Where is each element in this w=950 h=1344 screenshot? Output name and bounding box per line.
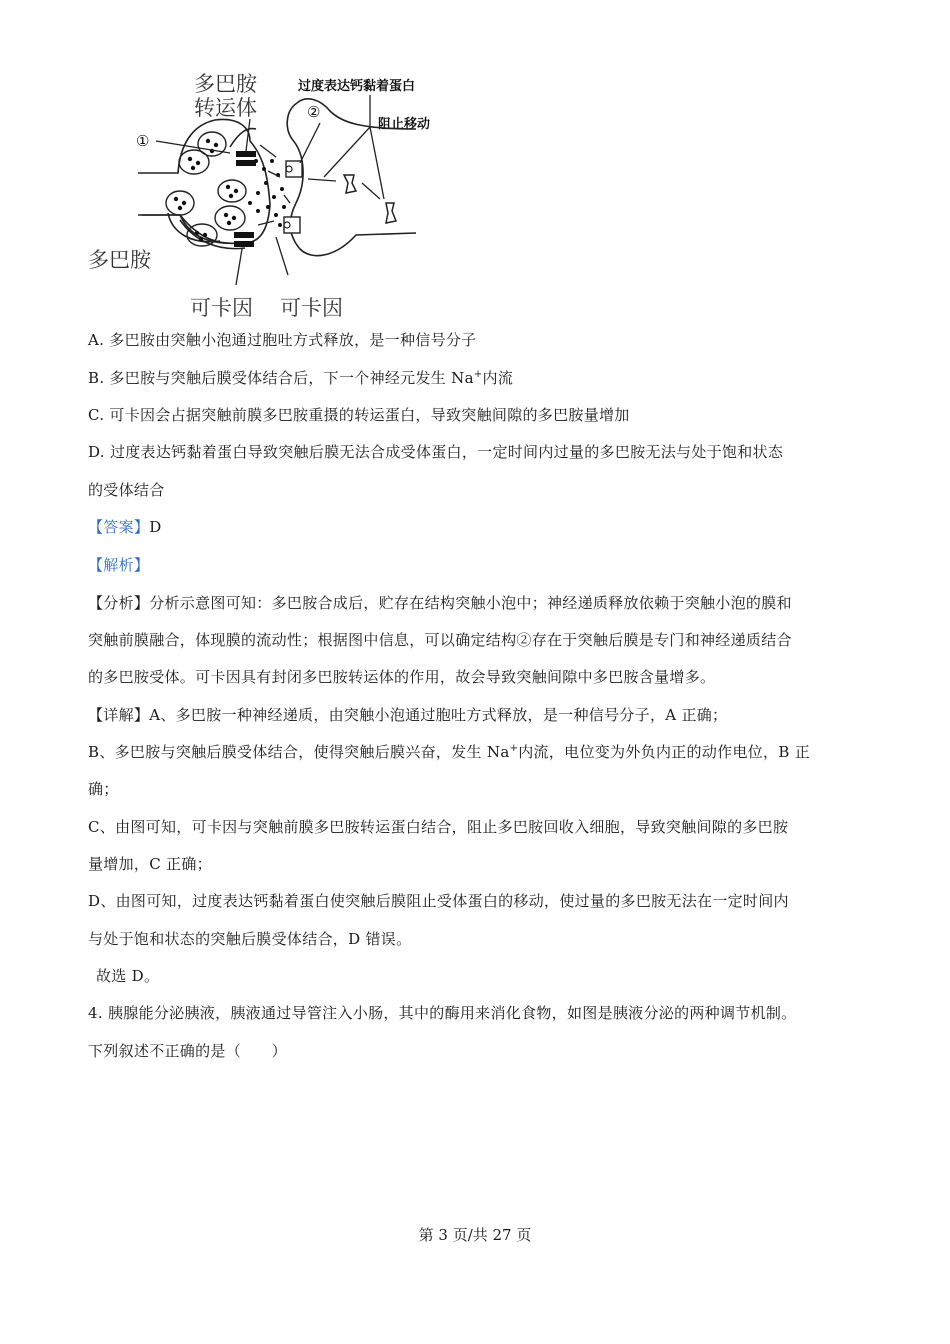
option-b-letter: B.	[88, 369, 105, 387]
option-c-letter: C.	[88, 406, 105, 424]
xiangjie-b-1	[88, 741, 810, 763]
option-a-letter: A.	[88, 331, 105, 349]
xiangjie-b-2: 确；	[88, 780, 119, 798]
label-circle-1: ①	[136, 132, 150, 150]
label-transporter-1: 多巴胺	[194, 73, 257, 96]
fenxi-text-1: 分析示意图可知：多巴胺合成后，贮存在结构突触小泡中；神经递质释放依赖于突触小泡的膜和	[149, 594, 792, 612]
label-circle-2: ②	[307, 103, 321, 121]
xiangjie-a-text: A、多巴胺一种神经递质，由突触小泡通过胞吐方式释放，是一种信号分子，A 正确；	[149, 706, 728, 724]
xiangjie-d-1: D、由图可知，过度表达钙黏着蛋白使突触后膜阻止受体蛋白的移动，使过量的多巴胺无法在一定时间内	[88, 892, 789, 910]
fenxi-line-3: 的多巴胺受体。可卡因具有封闭多巴胺转运体的作用，故会导致突触间隙中多巴胺含量增多。	[88, 668, 716, 686]
option-b-text: 多巴胺与突触后膜受体结合后，下一个神经元发生 Na	[109, 369, 474, 387]
xiangjie-c-2: 量增加，C 正确；	[88, 855, 212, 873]
option-d	[88, 441, 783, 463]
answer-value: D	[149, 518, 162, 536]
xiangjie-d-2: 与处于饱和状态的突触后膜受体结合，D 错误。	[88, 930, 412, 948]
xiangjie-b-text: B、多巴胺与突触后膜受体结合，使得突触后膜兴奋，发生 Na	[88, 743, 510, 761]
xiangjie-c-1: C、由图可知，可卡因与突触前膜多巴胺转运蛋白结合，阻止多巴胺回收入细胞，导致突触间隙的多巴胺	[88, 818, 789, 836]
option-d-letter: D.	[88, 443, 105, 461]
xiangjie-b-text-after: 内流，电位变为外负内正的动作电位，B 正	[518, 743, 811, 761]
analysis-label: 【解析】	[88, 556, 150, 574]
option-c	[88, 404, 630, 426]
option-d-text-1: 过度表达钙黏着蛋白导致突触后膜无法合成受体蛋白，一定时间内过量的多巴胺无法与处于饱和状态	[109, 443, 784, 461]
conclusion: 故选 D。	[96, 967, 160, 985]
question-4-line-2: 下列叙述不正确的是（ ）	[88, 1042, 287, 1060]
label-cocaine-right: 可卡因	[280, 297, 343, 320]
option-a	[88, 329, 476, 351]
option-c-text: 可卡因会占据突触前膜多巴胺重摄的转运蛋白，导致突触间隙的多巴胺量增加	[109, 406, 630, 424]
answer-line	[88, 516, 162, 538]
option-b-text-after: 内流	[482, 369, 514, 387]
xiangjie-a	[88, 704, 727, 726]
fenxi-line-1	[88, 592, 792, 614]
answer-label: 【答案】	[88, 518, 150, 536]
label-cocaine-left: 可卡因	[190, 297, 253, 320]
option-a-text: 多巴胺由突触小泡通过胞吐方式释放，是一种信号分子	[109, 331, 477, 349]
option-d-line2: 的受体结合	[88, 481, 165, 499]
fenxi-label: 【分析】	[88, 594, 150, 612]
question-4-line-1: 4. 胰腺能分泌胰液，胰液通过导管注入小肠，其中的酶用来消化食物，如图是胰液分泌的两种调节机制。	[88, 1004, 797, 1022]
page-footer: 第 3 页/共 27 页	[418, 1226, 532, 1244]
option-b	[88, 367, 513, 389]
label-calcium-1: 过度表达钙黏着蛋白	[298, 79, 416, 94]
synapse-diagram	[80, 65, 460, 325]
label-calcium-2: 阻止移动	[378, 117, 431, 132]
xiangjie-b-sup: +	[509, 743, 519, 754]
fenxi-line-2: 突触前膜融合，体现膜的流动性；根据图中信息，可以确定结构②存在于突触后膜是专门和神经递质结合	[88, 631, 792, 649]
label-dopamine: 多巴胺	[88, 249, 151, 272]
label-transporter-2: 转运体	[194, 97, 257, 120]
option-b-sup: +	[473, 369, 483, 380]
xiangjie-label: 【详解】	[88, 706, 150, 724]
